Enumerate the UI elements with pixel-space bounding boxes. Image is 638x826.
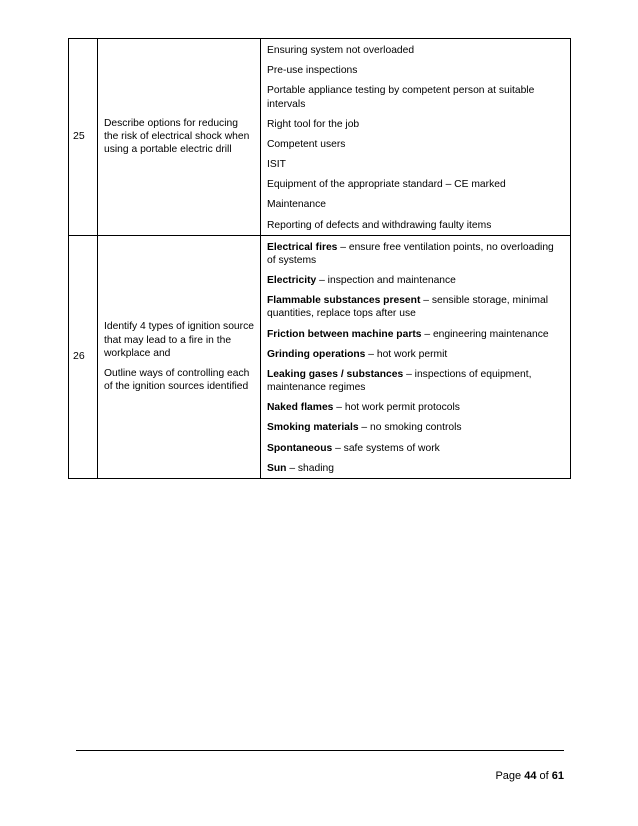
answer-list [267,236,564,478]
answers-cell [261,39,571,236]
footer-divider [76,750,564,751]
question-text: Outline ways of controlling each of the ignition sources identified [104,367,250,393]
answer-item: Spontaneous – safe systems of work [267,442,440,454]
answer-item: Equipment of the appropriate standard – CE marked [267,179,506,191]
answer-item: Sun – shading [267,462,334,474]
answers-cell [261,235,571,478]
answer-item: Flammable substances present – sensible storage, minimal quantities, replace tops after use [267,295,549,320]
answer-item: Smoking materials – no smoking controls [267,422,462,434]
answer-item: Reporting of defects and withdrawing faulty items [267,219,492,231]
question-text: Describe options for reducing the risk of electrical shock when using a portable electric drill [104,118,250,156]
question-number: 25 [73,130,85,143]
page-number: Page 44 of 61 [495,770,564,782]
answer-item: Grinding operations – hot work permit [267,348,448,360]
answer-list [267,39,564,235]
question-cell [98,235,261,478]
answer-item: Electrical fires – ensure free ventilation points, no overloading of systems [267,241,554,266]
answer-item: Naked flames – hot work permit protocols [267,402,460,414]
qa-table [68,38,571,479]
question-number-cell [69,39,98,236]
answer-item: ISIT [267,159,286,171]
answer-item: Portable appliance testing by competent person at suitable intervals [267,85,535,110]
answer-item: Friction between machine parts – engineering maintenance [267,328,549,340]
answer-item: Maintenance [267,199,326,211]
table-row [69,39,571,236]
answer-item: Pre-use inspections [267,65,358,77]
answer-item: Right tool for the job [267,118,360,130]
question-number: 26 [73,350,85,363]
answer-item: Competent users [267,138,346,150]
answer-item: Ensuring system not overloaded [267,45,415,56]
table-row [69,235,571,478]
answer-item: Leaking gases / substances – inspections of equipment, maintenance regimes [267,368,532,394]
question-number-cell [69,235,98,478]
answer-item: Electricity – inspection and maintenance [267,275,456,287]
question-text: Identify 4 types of ignition source that may lead to a fire in the workplace and [104,321,254,359]
question-cell [98,39,261,236]
